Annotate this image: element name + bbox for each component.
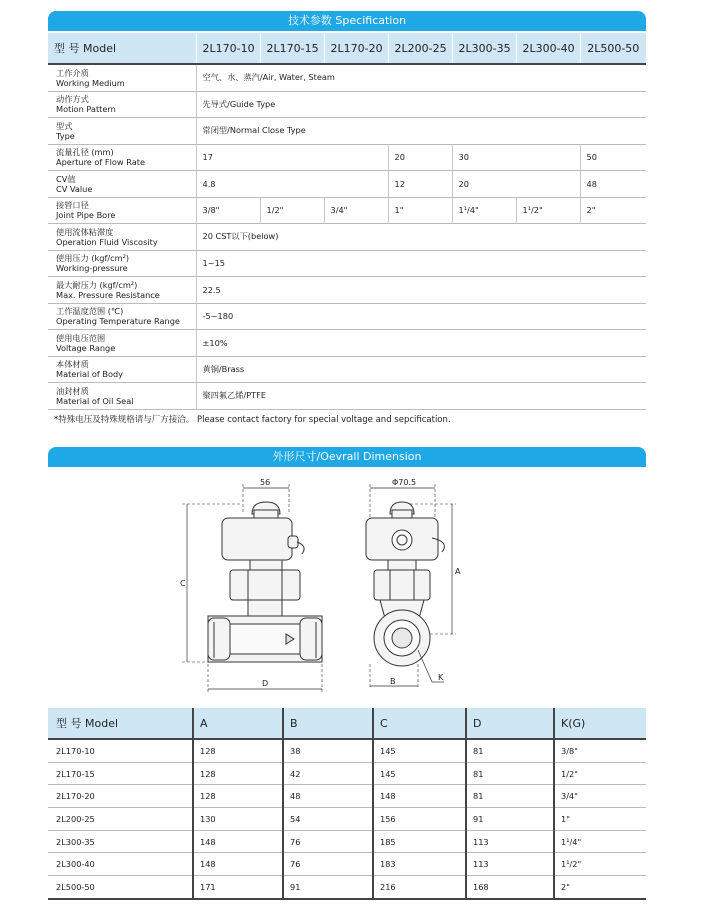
spec-row: [48, 91, 646, 118]
spec-row: [48, 250, 646, 277]
cell: 76: [283, 830, 373, 853]
table-row: [48, 876, 646, 899]
spec-banner: 技术参数 Specification: [48, 11, 646, 31]
spec-row: [48, 118, 646, 145]
cell: 3/8": [554, 739, 646, 762]
row-value: ±10%: [196, 330, 646, 357]
spec-table: [48, 33, 646, 410]
cell: 2L300-40: [48, 853, 193, 876]
cell: 130: [193, 808, 283, 831]
model-header: 型 号 Model: [48, 33, 196, 64]
row-value: 1/2": [260, 197, 324, 224]
valve-side-view: [366, 484, 456, 689]
dim-label-b: B: [390, 677, 396, 686]
row-value: 3/4": [324, 197, 388, 224]
dim-header: C: [373, 708, 466, 739]
cell: 216: [373, 876, 466, 899]
cell: 2L170-15: [48, 762, 193, 785]
dim-header: D: [466, 708, 554, 739]
row-value: 常闭型/Normal Close Type: [196, 118, 646, 145]
spec-row: [48, 303, 646, 330]
spec-row: [48, 144, 646, 171]
cell: 156: [373, 808, 466, 831]
dim-label-56: 56: [260, 478, 271, 487]
row-value: 12: [388, 171, 452, 198]
cell: 1": [554, 808, 646, 831]
valve-front-view: [182, 484, 322, 692]
cell: 148: [373, 785, 466, 808]
row-value: 4.8: [196, 171, 388, 198]
cell: 185: [373, 830, 466, 853]
cell: 128: [193, 785, 283, 808]
cell: 1¹/4": [554, 830, 646, 853]
row-value: 22.5: [196, 277, 646, 304]
cell: 2L170-20: [48, 785, 193, 808]
cell: 91: [466, 808, 554, 831]
cell: 2L170-10: [48, 739, 193, 762]
cell: 1/2": [554, 762, 646, 785]
model-col: 2L300-35: [452, 33, 516, 64]
cell: 145: [373, 762, 466, 785]
row-value: 1¹/4": [452, 197, 516, 224]
cell: 113: [466, 853, 554, 876]
row-value: 先导式/Guide Type: [196, 91, 646, 118]
row-label: 本体材质 Material of Body: [48, 356, 196, 383]
row-label: 接管口径 Joint Pipe Bore: [48, 197, 196, 224]
dim-header: 型 号 Model: [48, 708, 193, 739]
table-row: [48, 853, 646, 876]
row-value: -5~180: [196, 303, 646, 330]
row-label: 使用流体粘滞度 Operation Fluid Viscosity: [48, 224, 196, 251]
dim-label-phi: Φ70.5: [392, 478, 417, 487]
cell: 183: [373, 853, 466, 876]
model-col: 2L300-40: [516, 33, 580, 64]
row-label: 油封材质 Material of Oil Seal: [48, 383, 196, 410]
row-value: 17: [196, 144, 388, 171]
spec-row: [48, 356, 646, 383]
cell: 168: [466, 876, 554, 899]
row-value: 1~15: [196, 250, 646, 277]
cell: 128: [193, 762, 283, 785]
row-value: 50: [580, 144, 646, 171]
table-row: [48, 808, 646, 831]
model-col: 2L500-50: [580, 33, 646, 64]
row-label: 使用压力 (kgf/cm²) Working-pressure: [48, 250, 196, 277]
cell: 81: [466, 739, 554, 762]
row-value: 空气、水、蒸汽/Air, Water, Steam: [196, 64, 646, 91]
row-label: 流量孔径 (mm) Aperture of Flow Rate: [48, 144, 196, 171]
row-value: 2": [580, 197, 646, 224]
dimension-banner: 外形尺寸/Oevrall Dimension: [48, 447, 646, 467]
spec-row: [48, 224, 646, 251]
cell: 48: [283, 785, 373, 808]
cell: 2L500-50: [48, 876, 193, 899]
row-value: 3/8": [196, 197, 260, 224]
cell: 2L300-35: [48, 830, 193, 853]
cell: 148: [193, 830, 283, 853]
row-label: 工作介质 Working Medium: [48, 64, 196, 91]
spec-row: [48, 277, 646, 304]
spec-header-row: [48, 33, 646, 64]
row-value: 20: [452, 171, 580, 198]
row-label: 动作方式 Motion Pattern: [48, 91, 196, 118]
row-value: 48: [580, 171, 646, 198]
cell: 81: [466, 785, 554, 808]
cell: 54: [283, 808, 373, 831]
cell: 128: [193, 739, 283, 762]
cell: 81: [466, 762, 554, 785]
cell: 91: [283, 876, 373, 899]
spec-row: [48, 64, 646, 91]
cell: 113: [466, 830, 554, 853]
row-value: 20: [388, 144, 452, 171]
row-label: 工作温度范围 (℃) Operating Temperature Range: [48, 303, 196, 330]
cell: 2": [554, 876, 646, 899]
spec-row: [48, 171, 646, 198]
cell: 2L200-25: [48, 808, 193, 831]
cell: 148: [193, 853, 283, 876]
table-row: [48, 762, 646, 785]
dim-header: B: [283, 708, 373, 739]
row-label: 型式 Type: [48, 118, 196, 145]
model-col: 2L170-10: [196, 33, 260, 64]
row-value: 聚四氟乙烯/PTFE: [196, 383, 646, 410]
model-col: 2L170-20: [324, 33, 388, 64]
dim-header: A: [193, 708, 283, 739]
model-col: 2L200-25: [388, 33, 452, 64]
cell: 38: [283, 739, 373, 762]
dim-label-k: K: [438, 673, 444, 682]
spec-row: [48, 330, 646, 357]
valve-dimension-drawing: [170, 474, 500, 694]
cell: 76: [283, 853, 373, 876]
cell: 145: [373, 739, 466, 762]
row-value: 30: [452, 144, 580, 171]
special-voltage-note: *特殊电压及特殊规格请与厂方接洽。 Please contact factory for special voltage and sepcification.: [54, 415, 451, 425]
dim-header: K(G): [554, 708, 646, 739]
table-row: [48, 785, 646, 808]
spec-row: [48, 383, 646, 410]
dim-label-d: D: [262, 679, 269, 688]
row-value: 20 CST以下(below): [196, 224, 646, 251]
row-value: 1¹/2": [516, 197, 580, 224]
table-row: [48, 830, 646, 853]
row-value: 黄铜/Brass: [196, 356, 646, 383]
table-row: [48, 739, 646, 762]
cell: 1¹/2": [554, 853, 646, 876]
dimension-header-row: [48, 708, 646, 739]
cell: 42: [283, 762, 373, 785]
spec-row: [48, 197, 646, 224]
row-label: CV值 CV Value: [48, 171, 196, 198]
dim-label-a: A: [455, 567, 461, 576]
dimension-table: [48, 708, 646, 900]
row-label: 使用电压范围 Voltage Range: [48, 330, 196, 357]
cell: 3/4": [554, 785, 646, 808]
row-label: 最大耐压力 (kgf/cm²) Max. Pressure Resistance: [48, 277, 196, 304]
row-value: 1": [388, 197, 452, 224]
dim-label-c: C: [180, 579, 186, 588]
cell: 171: [193, 876, 283, 899]
model-col: 2L170-15: [260, 33, 324, 64]
